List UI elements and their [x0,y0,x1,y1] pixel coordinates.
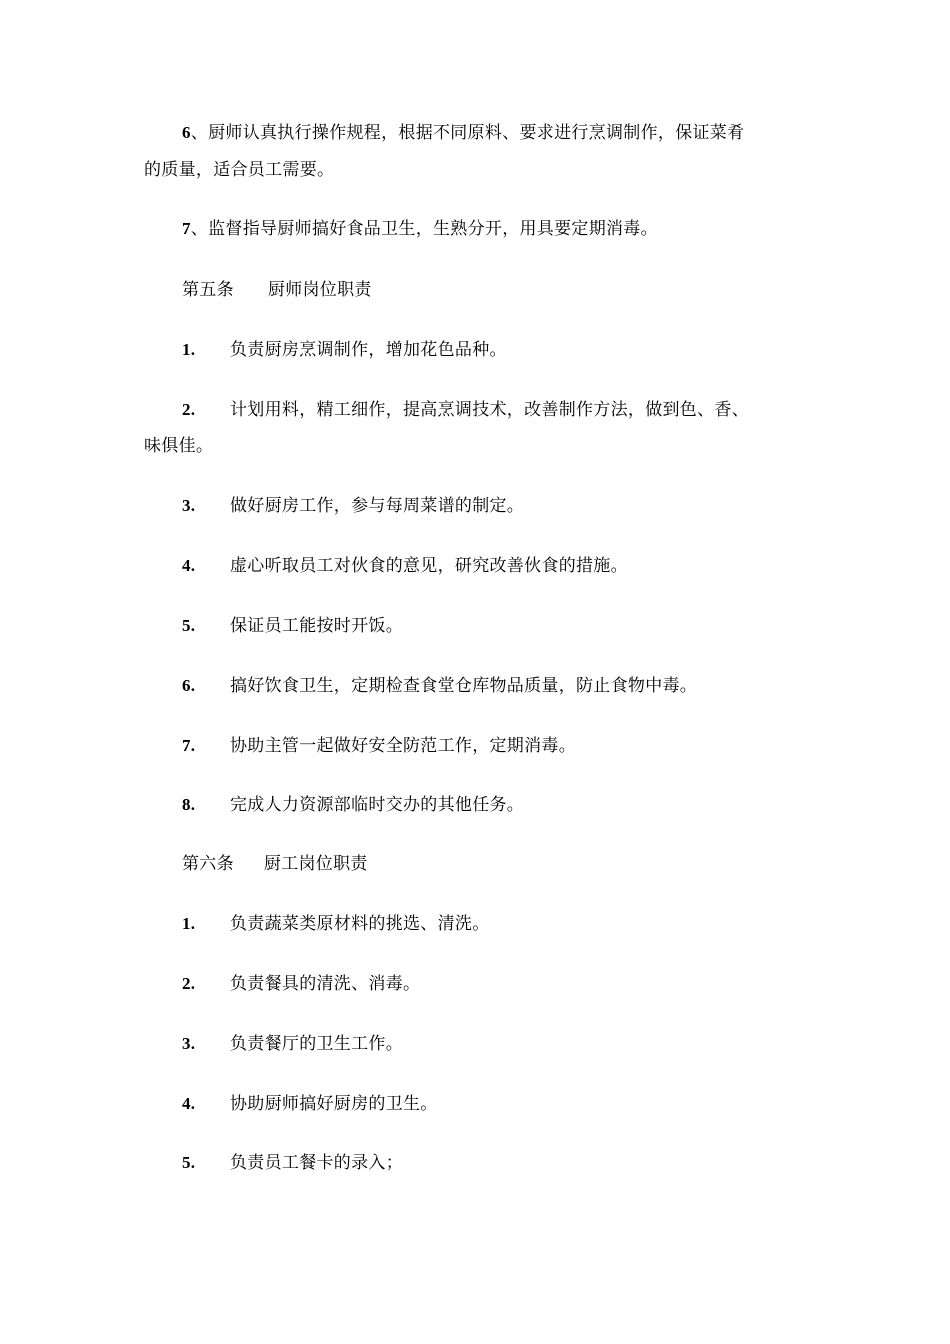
item-number: 3. [182,496,196,515]
item-text: 做好厨房工作，参与每周菜谱的制定。 [230,496,525,516]
item-number: 6 [182,123,191,142]
paragraph-text: 、厨师认真执行操作规程，根据不同原料、要求进行烹调制作，保证菜肴 [190,123,745,143]
item-text: 计划用料，精工细作，提高烹调技术，改善制作方法，做到色、香、 [230,400,749,420]
section-title: 厨工岗位职责 [263,854,368,874]
item-number: 7 [182,219,191,238]
item-number: 5. [182,616,196,635]
item-text: 保证员工能按时开饭。 [230,616,403,636]
item-text: 协助厨师搞好厨房的卫生。 [230,1094,438,1114]
item-number: 1. [182,914,196,933]
item-number: 3. [182,1034,196,1053]
paragraph-line [144,158,334,182]
paragraph-line [182,121,744,145]
item-text: 负责员工餐卡的录入； [230,1153,403,1173]
item-number: 2. [182,974,196,993]
item-text: 负责蔬菜类原材料的挑选、清洗。 [230,914,490,934]
item-text: 协助主管一起做好安全防范工作，定期消毒。 [230,736,576,756]
item-number: 5. [182,1153,196,1172]
paragraph-text: 、监督指导厨师搞好食品卫生，生熟分开，用具要定期消毒。 [190,219,658,239]
item-text: 负责餐厅的卫生工作。 [230,1034,403,1054]
item-number: 7. [182,736,196,755]
item-number: 8. [182,795,196,814]
item-text: 搞好饮食卫生，定期检查食堂仓库物品质量，防止食物中毒。 [230,676,698,696]
section-title: 厨师岗位职责 [267,280,372,300]
section-label: 第六条 [182,854,234,874]
item-text: 负责餐具的清洗、消毒。 [230,974,421,994]
item-number: 4. [182,1094,196,1113]
item-text-continued: 味俱佳。 [144,436,214,456]
item-text: 虚心听取员工对伙食的意见，研究改善伙食的措施。 [230,556,628,576]
item-text: 负责厨房烹调制作，增加花色品种。 [230,340,507,360]
section-heading [182,852,368,876]
paragraph-line [144,434,213,458]
paragraph-line [182,217,658,241]
item-number: 6. [182,676,196,695]
paragraph-text: 的质量，适合员工需要。 [144,160,335,180]
item-number: 2. [182,400,196,419]
item-number: 4. [182,556,196,575]
section-heading [182,278,372,302]
item-text: 完成人力资源部临时交办的其他任务。 [230,795,525,815]
item-number: 1. [182,340,196,359]
section-label: 第五条 [182,280,234,300]
